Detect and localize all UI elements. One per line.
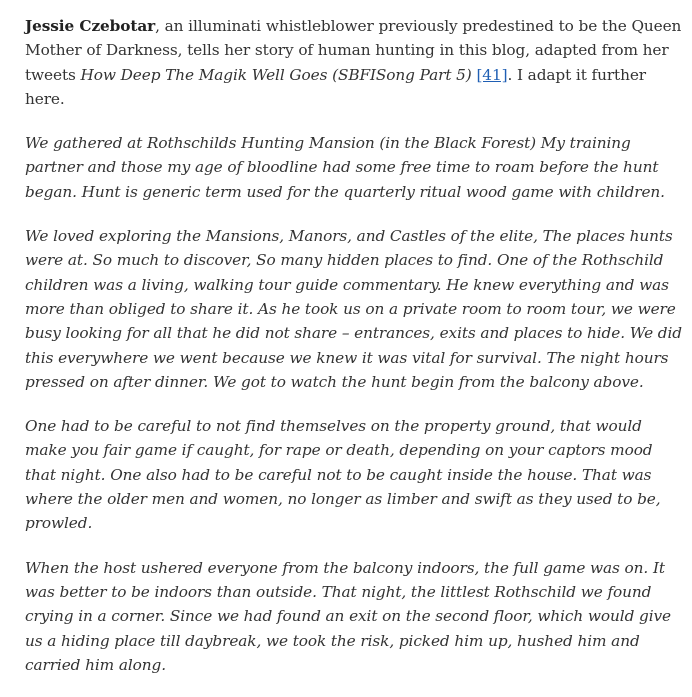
quote-paragraph-3: One had to be careful to not find themselves on the property ground, that would make you fair game if caught, for rape or death, depending on your captors mood that night. One also had to be careful not to be caught inside the house. That was where the older men and women, no longer as limber and swift as they used to be, prowled.: [25, 417, 661, 533]
intro-paragraph: [25, 14, 687, 111]
article-body: [25, 14, 687, 697]
quote-paragraph-4: When the host ushered everyone from the balcony indoors, the full game was on. It was better to be indoors than outside. That night, the littlest Rothschild we found crying in a corner. Since we had found an exit on the second floor, which would give us a hiding place till daybreak, we took the risk, picked him up, hushed him and carried him along.: [25, 558, 671, 674]
author-name: Jessie Czebotar: [25, 17, 156, 35]
intro-text: , an illuminati whistleblower previously predestined to be the Queen Mother of Darkness, tells her story of human hunting in this blog, adapted from her tweets: [25, 17, 682, 84]
source-title: How Deep The Magik Well Goes (SBFISong Part 5): [80, 65, 472, 84]
quote-paragraph-1: We gathered at Rothschilds Hunting Mansion (in the Black Forest) My training partner and those my age of bloodline had some free time to roam before the hunt began. Hunt is generic term used for the quarterly ritual wood game with children.: [25, 134, 665, 201]
reference-link[interactable]: [41]: [476, 65, 508, 84]
intro-text-end: . I adapt it further here.: [25, 65, 647, 108]
quote-paragraph-2: We loved exploring the Mansions, Manors, and Castles of the elite, The places hunts were at. So much to discover, So many hidden places to find. One of the Rothschild children was a living, walking tour guide commentary. He knew everything and was more than obliged to share it. As he took us on a private room to room tour, we were busy looking for all that he did not share – entrances, exits and places to hide. We did this everywhere we went because we knew it was vital for survival. The night hours pressed on after dinner. We got to watch the hunt begin from the balcony above.: [25, 227, 682, 391]
